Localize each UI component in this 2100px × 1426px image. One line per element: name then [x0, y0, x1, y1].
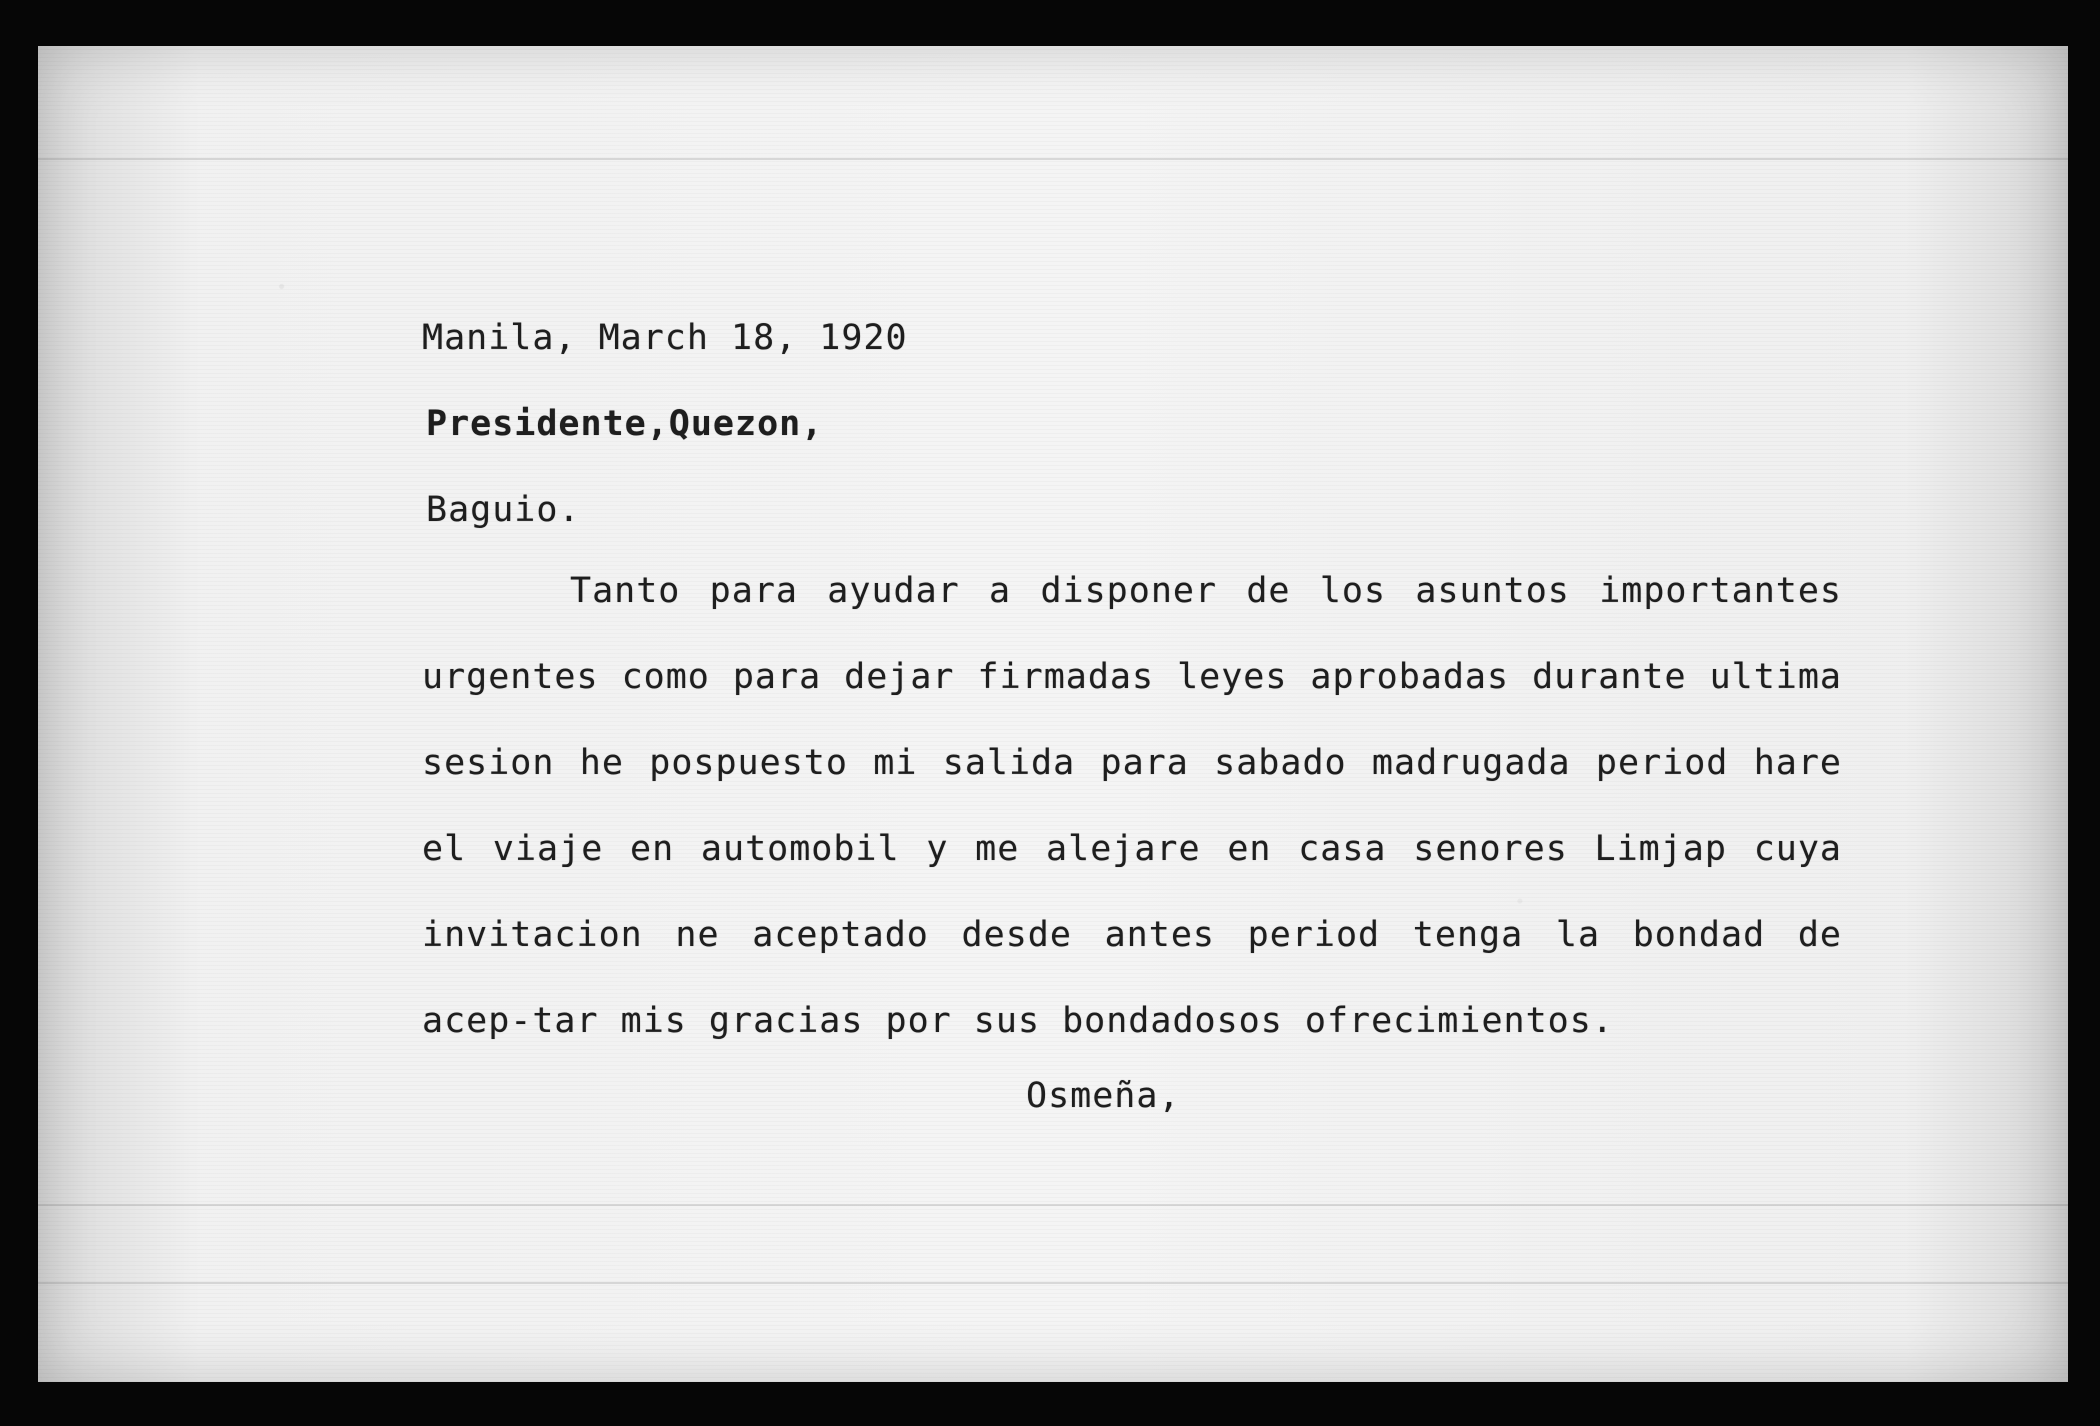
date-line: Manila, March 18, 1920	[422, 318, 908, 358]
paper-fold-line	[38, 158, 2068, 160]
message-body: Tanto para ayudar a disponer de los asuntos importantes urgentes como para dejar firmadas leyes aprobadas durante ultima sesion he pospuesto mi salida para sabado madrugada period hare el viaje en automobil y me alejare en casa senores Limjap cuya invitacion ne aceptado desde antes period tenga la bondad de acep-tar mis gracias por sus bondadosos ofrecimientos.	[422, 571, 1842, 1041]
paper-fold-line	[38, 1204, 2068, 1206]
paper-fold-line	[38, 1282, 2068, 1284]
signature: Osmeña,	[1026, 1076, 1181, 1116]
location-line: Baguio.	[426, 490, 581, 530]
recipient-line: Presidente,Quezon,	[426, 404, 824, 444]
